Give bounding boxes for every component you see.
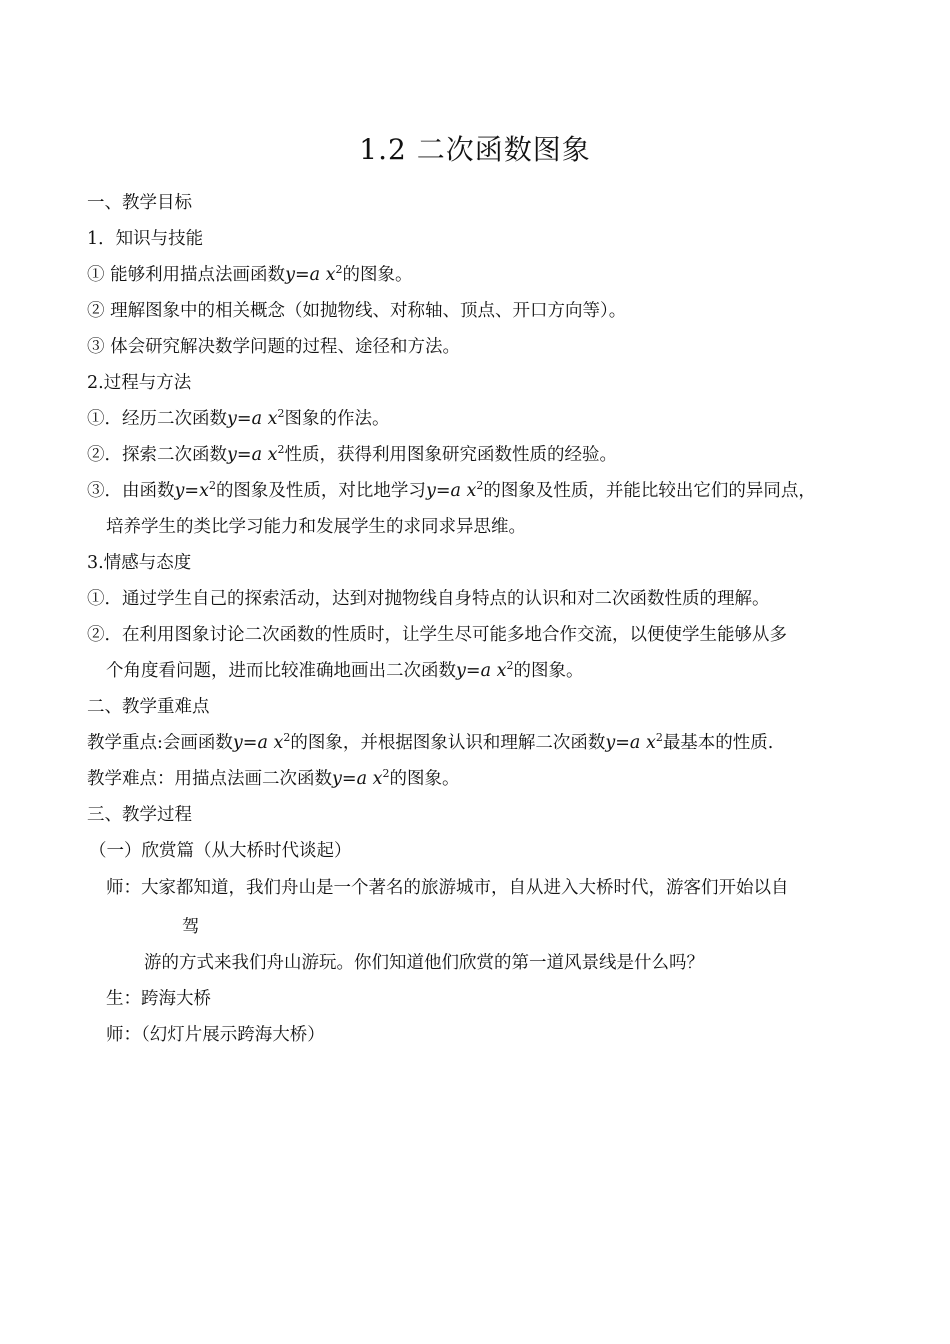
section-heading-process: 三、教学过程 xyxy=(87,805,192,825)
teacher-line-1-continued: 游的方式来我们舟山游玩。你们知道他们欣赏的第一道风景线是什么吗？ xyxy=(144,953,704,973)
page-title: 1.2 二次函数图象 xyxy=(359,133,591,166)
process-item-3-continued: 培养学生的类比学习能力和发展学生的求同求异思维。 xyxy=(106,517,526,537)
process-item-3: ③．由函数$y=x^2$的图象及性质，对比地学习y=a $x^2$的图象及性质，并能比较出它们的异同点， xyxy=(87,479,816,501)
student-line-1: 生：跨海大桥 xyxy=(106,989,211,1009)
attitude-item-2-continued: 个角度看问题，进而比较准确地画出二次函数y=a $x^2$的图象。 xyxy=(106,659,584,681)
section-heading-objectives: 一、教学目标 xyxy=(87,193,192,213)
text: 的图象。 xyxy=(342,265,413,285)
process-item-2: ②．探索二次函数y=a $x^2$性质，获得利用图象研究函数性质的经验。 xyxy=(87,443,617,465)
formula-y-ax2: y=a $x^2$ xyxy=(425,479,484,501)
teacher-line-2: 师：（幻灯片展示跨海大桥） xyxy=(106,1025,325,1045)
formula-y-ax2: y=a $x^2$ xyxy=(605,731,663,753)
teacher-line-1-wrap: 驾 xyxy=(182,917,200,937)
subsection-appreciation: （一）欣赏篇（从大桥时代谈起） xyxy=(89,841,352,861)
subheading-process-method: 2.过程与方法 xyxy=(87,373,192,393)
attitude-item-1: ①．通过学生自己的探索活动，达到对抛物线自身特点的认识和对二次函数性质的理解。 xyxy=(87,589,770,609)
section-heading-key-points: 二、教学重难点 xyxy=(87,697,210,717)
process-item-1: ①．经历二次函数y=a $x^2$图象的作法。 xyxy=(87,407,390,429)
knowledge-item-2: ② 理解图象中的相关概念（如抛物线、对称轴、顶点、开口方向等）。 xyxy=(87,301,627,321)
formula-y-ax2: y=a $x^2$ xyxy=(332,767,390,789)
formula-y-ax2: y=a $x^2$ xyxy=(232,731,291,753)
knowledge-item-3: ③ 体会研究解决数学问题的过程、途径和方法。 xyxy=(87,337,461,357)
formula-y-ax2: y=a $x^2$ xyxy=(456,659,514,681)
formula-y-x2: $y=x^2$ xyxy=(174,479,216,501)
text: ① 能够利用描点法画函数 xyxy=(87,265,286,285)
teacher-line-1: 师：大家都知道，我们舟山是一个著名的旅游城市，自从进入大桥时代，游客们开始以自 xyxy=(106,878,789,898)
key-point-line: 教学重点:会画函数y=a $x^2$的图象，并根据图象认识和理解二次函数y=a $x^2$最基本的性质. xyxy=(87,731,774,753)
formula-y-ax2: y=a $x^2$ xyxy=(227,443,285,465)
formula-y-ax2: y=a $x^2$ xyxy=(285,263,343,285)
subheading-knowledge-skills: 1．知识与技能 xyxy=(87,229,204,249)
knowledge-item-1 xyxy=(87,262,413,288)
attitude-item-2: ②．在利用图象讨论二次函数的性质时，让学生尽可能多地合作交流，以便使学生能够从多 xyxy=(87,625,787,645)
subheading-attitude: 3.情感与态度 xyxy=(87,553,192,573)
formula-y-ax2: y=a $x^2$ xyxy=(227,407,285,429)
difficult-point-line: 教学难点：用描点法画二次函数y=a $x^2$的图象。 xyxy=(87,767,460,789)
